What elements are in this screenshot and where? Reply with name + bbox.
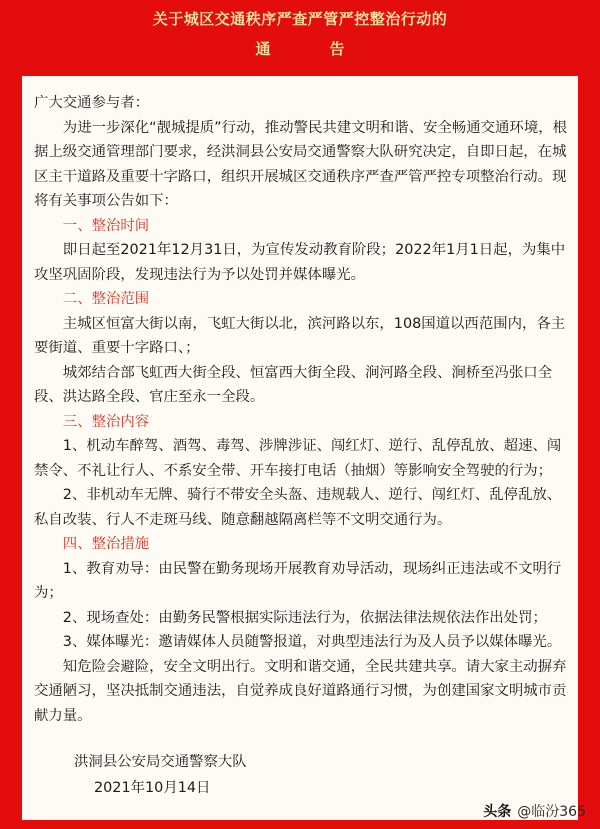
signature-date: 2021年10月14日 bbox=[94, 780, 211, 796]
section-measures-text-3: 3、媒体曝光：邀请媒体人员随警报道，对典型违法行为及人员予以媒体曝光。 bbox=[62, 634, 562, 650]
section-heading-measures: 四、整治措施 bbox=[62, 536, 150, 552]
notice-title: 关于城区交通秩序严查严管严控整治行动的 bbox=[152, 10, 448, 28]
notice-subtitle: 通 告 bbox=[255, 40, 367, 58]
section-heading-time: 一、整治时间 bbox=[62, 217, 150, 234]
section-measures-text-2: 2、现场查处：由勤务民警根据实际违法行为，依据法律法规依法作出处罚； bbox=[62, 609, 547, 626]
signature-org: 洪洞县公安局交通警察大队 bbox=[74, 754, 247, 770]
section-time-text: 即日起至2021年12月31日，为宣传发动教育阶段；2022年1月1日起，为集中攻坚巩固阶段，发现违法行为予以处罚并媒体曝光。 bbox=[34, 242, 566, 283]
notice-body bbox=[34, 91, 574, 728]
watermark bbox=[483, 801, 586, 821]
watermark-logo: 头条 bbox=[483, 804, 512, 820]
closing-paragraph: 知危险会避险，安全文明出行。文明和谐交通，全民共建共享。请大家主动摒弃交通陋习，坚决抵制交通违法，自觉养成良好道路通行习惯，为创建国家文明城市贡献力量。 bbox=[34, 658, 567, 724]
notice-header bbox=[0, 0, 600, 72]
section-content-text-2: 2、非机动车无牌、骑行不带安全头盔、违规载人、逆行、闯红灯、乱停乱放、私自改装、行人不走斑马线、随意翻越隔离栏等不文明交通行为。 bbox=[34, 487, 562, 528]
salutation: 广大交通参与者： bbox=[34, 95, 150, 111]
section-measures-text-1: 1、教育劝导：由民警在勤务现场开展教育劝导活动，现场纠正违法或不文明行为； bbox=[34, 560, 562, 601]
intro-paragraph: 为进一步深化“靓城提质”行动，推动警民共建文明和谐、安全畅通交通环境，根据上级交通管理部门要求，经洪洞县公安局交通警察大队研究决定，自即日起，在城区主干道路及重要十字路口，组织开展城区交通秩序严查严管严控专项整治行动。现将有关事项公告如下： bbox=[34, 119, 567, 209]
section-heading-scope: 二、整治范围 bbox=[62, 291, 150, 307]
section-heading-content: 三、整治内容 bbox=[62, 413, 150, 430]
section-scope-text-1: 主城区恒富大街以南，飞虹大街以北，滨河路以东，108国道以西范围内，各主要街道、重要十字路口、； bbox=[34, 315, 566, 356]
section-scope-text-2: 城郊结合部飞虹西大街全段、恒富西大街全段、涧河路全段、涧桥至冯张口全段、洪达路全段、官庄至永一全段。 bbox=[34, 364, 553, 405]
signature-block bbox=[34, 749, 334, 801]
watermark-handle: @临汾365 bbox=[517, 804, 586, 820]
section-content-text-1: 1、机动车醉驾、酒驾、毒驾、涉牌涉证、闯红灯、逆行、乱停乱放、超速、闯禁令、不礼让行人、不系安全带、开车接打电话（抽烟）等影响安全驾驶的行为； bbox=[34, 438, 562, 479]
